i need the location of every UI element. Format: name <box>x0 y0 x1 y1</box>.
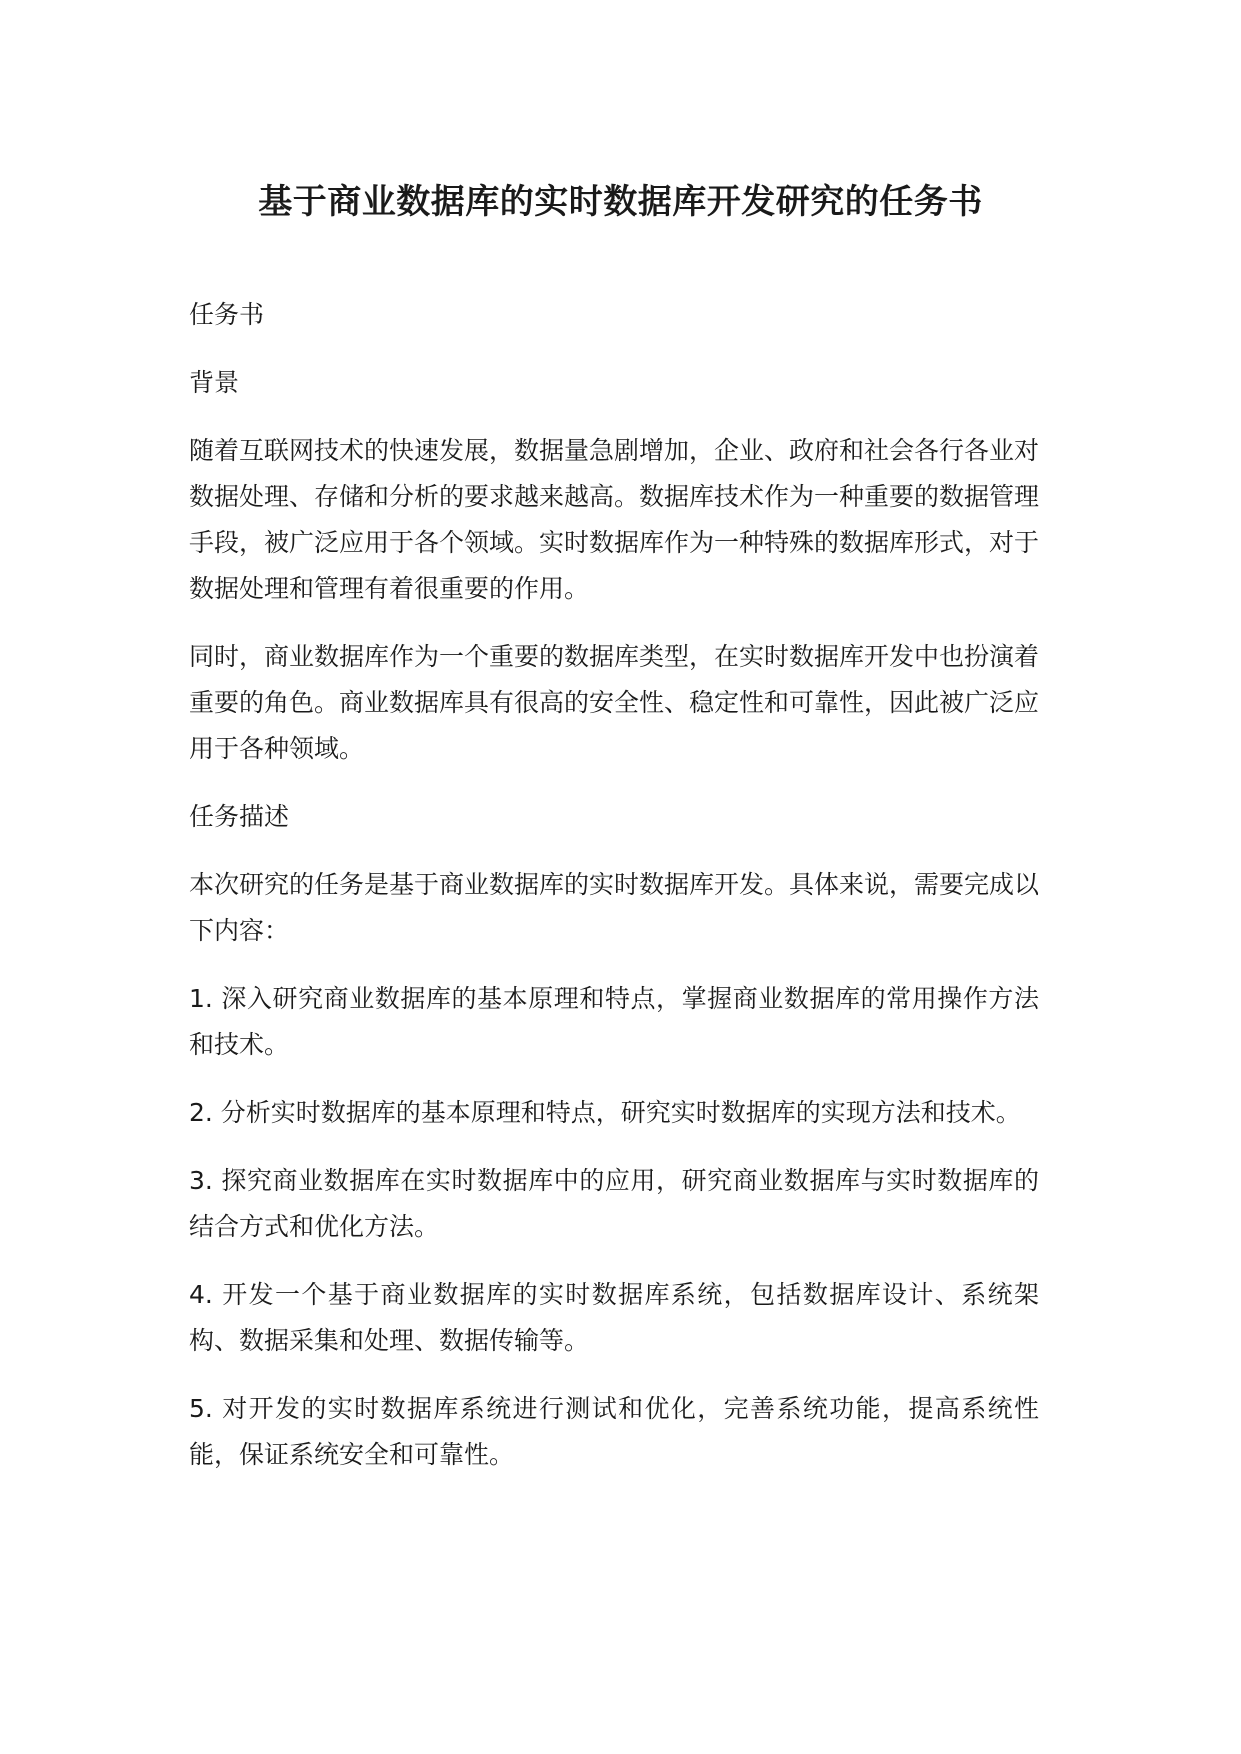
task-item-4: 4. 开发一个基于商业数据库的实时数据库系统，包括数据库设计、系统架构、数据采集和处理、数据传输等。 <box>189 1280 1039 1355</box>
task-heading: 任务描述 <box>189 802 290 831</box>
task-item-2: 2. 分析实时数据库的基本原理和特点，研究实时数据库的实现方法和技术。 <box>189 1098 1021 1127</box>
task-item-3: 3. 探究商业数据库在实时数据库中的应用，研究商业数据库与实时数据库的结合方式和优化方法。 <box>189 1166 1039 1241</box>
document-body <box>189 292 1039 1500</box>
background-heading: 背景 <box>189 368 240 397</box>
document-title: 基于商业数据库的实时数据库开发研究的任务书 <box>258 182 983 222</box>
background-paragraph-2: 同时，商业数据库作为一个重要的数据库类型，在实时数据库开发中也扮演着重要的角色。商业数据库具有很高的安全性、稳定性和可靠性，因此被广泛应用于各种领域。 <box>189 642 1040 763</box>
section-label: 任务书 <box>189 300 265 329</box>
background-paragraph-1: 随着互联网技术的快速发展，数据量急剧增加，企业、政府和社会各行各业对数据处理、存储和分析的要求越来越高。数据库技术作为一种重要的数据管理手段，被广泛应用于各个领域。实时数据库作为一种特殊的数据库形式，对于数据处理和管理有着很重要的作用。 <box>189 436 1040 603</box>
task-item-1: 1. 深入研究商业数据库的基本原理和特点，掌握商业数据库的常用操作方法和技术。 <box>189 984 1039 1059</box>
task-item-5: 5. 对开发的实时数据库系统进行测试和优化，完善系统功能，提高系统性能，保证系统安全和可靠性。 <box>189 1394 1039 1469</box>
task-intro: 本次研究的任务是基于商业数据库的实时数据库开发。具体来说，需要完成以下内容： <box>189 870 1040 945</box>
